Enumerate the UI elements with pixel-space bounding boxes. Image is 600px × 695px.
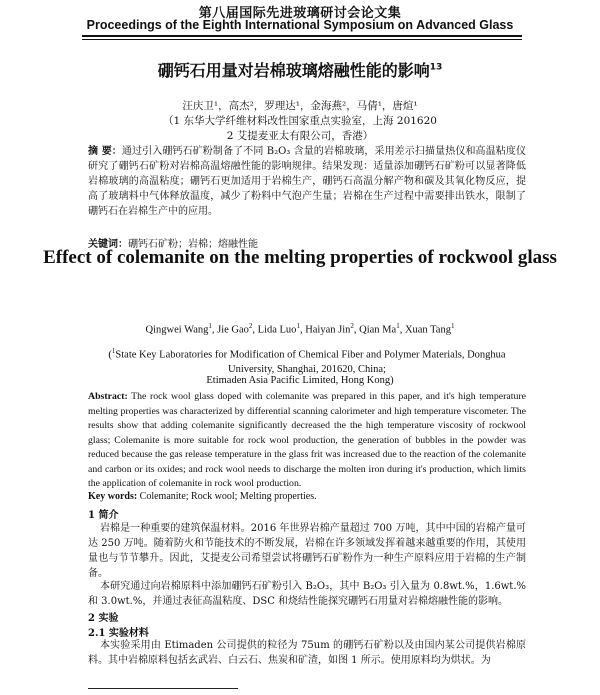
paper-title-cn-text: 硼钙石用量对岩棉玻璃熔融性能的影响 xyxy=(157,61,430,80)
abstract-en-label: Abstract: xyxy=(88,391,128,402)
title-footnote-mark: 13 xyxy=(429,62,443,73)
keywords-en xyxy=(88,491,526,502)
keywords-en-label: Key words: xyxy=(88,491,138,502)
section-heading-intro: 1 简介 xyxy=(88,510,119,521)
intro-paragraph-2: 本研究通过向岩棉原料中添加硼钙石矿粉引入 B₂O₃，其中 B₂O₃ 引入量为 0.8wt.%，1.6wt.% 和 3.0wt.%，并通过表征高温粘度、DSC 和烧结性能探究硼钙石用量对岩棉熔融性能的影响。 xyxy=(88,581,526,607)
author-sup: 1 xyxy=(296,322,300,330)
abstract-en-text: The rock wool glass doped with colemanite was prepared in this paper, and it's high temperature melting properties was characterized by differential scanning calorimeter and high temperature viscometer. The results show that adding colemanite significantly decreased the the high temperature viscosity of rockwool glass; Colemanite is more suitable for rock wool production, the generation of bubbles in the powder was reduced because the gas release temperature in the glass frit was increased due to the reaction of the colemanite and carbon or its oxides; and rock wool needs to discharge the molten iron during it's production, which limits the application of colemanite in rock wool production. xyxy=(88,391,526,489)
author-en: Xuan Tang xyxy=(404,324,451,336)
affiliation-cn-1: （1 东华大学纤维材料改性国家重点实验室，上海 201620 xyxy=(163,115,437,127)
subsection-heading-materials: 2.1 实验材料 xyxy=(88,628,149,639)
author-en: Lida Luo xyxy=(257,324,297,336)
affiliation-en-1: ($^1$State Key Laboratories for Modification of Chemical Fiber and Polymer Materials, Donghua University, Shanghai, 201620, China; xyxy=(108,347,506,375)
affiliation-cn-2: 2 艾提麦亚太有限公司，香港） xyxy=(226,130,374,142)
author-en: Haiyan Jin xyxy=(305,324,351,336)
abstract-cn-text: 通过引入硼钙石矿粉制备了不同 B₂O₃ 含量的岩棉玻璃，采用差示扫描量热仪和高温粘度仪研究了硼钙石矿粉对岩棉高温熔融性能的影响规律。结果发现：适量添加硼钙石矿粉可以显著降低岩棉玻璃的高温粘度；硼钙石更加适用于岩棉生产，硼钙石高温分解产物和碳及其氧化物反应，提高了玻璃料中气体释放温度，减少了粉料中气泡产生量；岩棉在生产过程中需要排出铁水，限制了硼钙石在岩棉生产中的应用。 xyxy=(88,146,526,217)
materials-paragraph: 本实验采用由 Etimaden 公司提供的粒径为 75um 的硼钙石矿粉以及由国内某公司提供岩棉原料。其中岩棉原料包括玄武岩、白云石、焦炭和矿渣，如图 1 所示。使用原料均为烘状。为 xyxy=(88,640,526,666)
section-heading-experiment: 2 实验 xyxy=(88,613,119,624)
authors-en: Qingwei Wang$^1$, Jie Gao$^2$, Lida Luo$^1$, Haiyan Jin$^2$, Qian Ma$^1$, Xuan Tang$^1$ xyxy=(145,322,455,336)
author-en: Qian Ma xyxy=(359,324,397,336)
author-en: Qingwei Wang xyxy=(145,324,209,336)
running-header-en: Proceedings of the Eighth International Symposium on Advanced Glass xyxy=(86,18,514,32)
footnote-rule xyxy=(88,688,238,689)
header-rule-thick xyxy=(82,35,522,37)
abstract-en xyxy=(88,390,526,492)
keywords-cn-label: 关键词： xyxy=(88,239,128,250)
author-sup: 2 xyxy=(248,322,253,330)
keywords-cn-text: 硼钙石矿粉；岩棉；熔融性能 xyxy=(128,239,258,250)
authors-cn: 汪庆卫¹，高杰²，罗理达¹，金海燕²，马倩¹，唐煊¹ xyxy=(182,100,418,112)
abstract-cn xyxy=(88,144,526,219)
header-rule-thin xyxy=(82,39,522,40)
author-en: Jie Gao xyxy=(217,324,249,336)
author-sup: 2 xyxy=(350,322,354,330)
abstract-cn-label: 摘 要： xyxy=(88,146,122,157)
affiliation-en-2: Etimaden Asia Pacific Limited, Hong Kong) xyxy=(206,375,394,386)
affiliation-en-line1: State Key Laboratories for Modification of Chemical Fiber and Polymer Materials, Donghua University, Shanghai, 201620, China; xyxy=(115,349,506,375)
paper-title-en: Effect of colemanite on the melting properties of rockwool glass xyxy=(43,247,557,268)
running-header-cn: 第八届国际先进玻璃研讨会论文集 xyxy=(198,6,402,21)
keywords-en-text: Colemanite; Rock wool; Melting properties. xyxy=(139,491,317,502)
author-sup: 1 xyxy=(450,322,455,330)
affiliation-en-sup: 1 xyxy=(111,347,116,355)
author-sup: 1 xyxy=(396,322,400,330)
intro-paragraph-1: 岩棉是一种重要的建筑保温材料。2016 年世界岩棉产量超过 700 万吨，其中中国的岩棉产量可达 250 万吨。随着防火和节能技术的不断发展，岩棉在许多领域发挥着越来越重要的作用，其使用量也与节节攀升。因此，艾提麦公司希望尝试将硼钙石矿粉作为一种生产原料应用于岩棉的生产制备。 xyxy=(88,523,526,579)
paper-title-cn xyxy=(0,58,600,81)
author-sup: 1 xyxy=(208,322,212,330)
